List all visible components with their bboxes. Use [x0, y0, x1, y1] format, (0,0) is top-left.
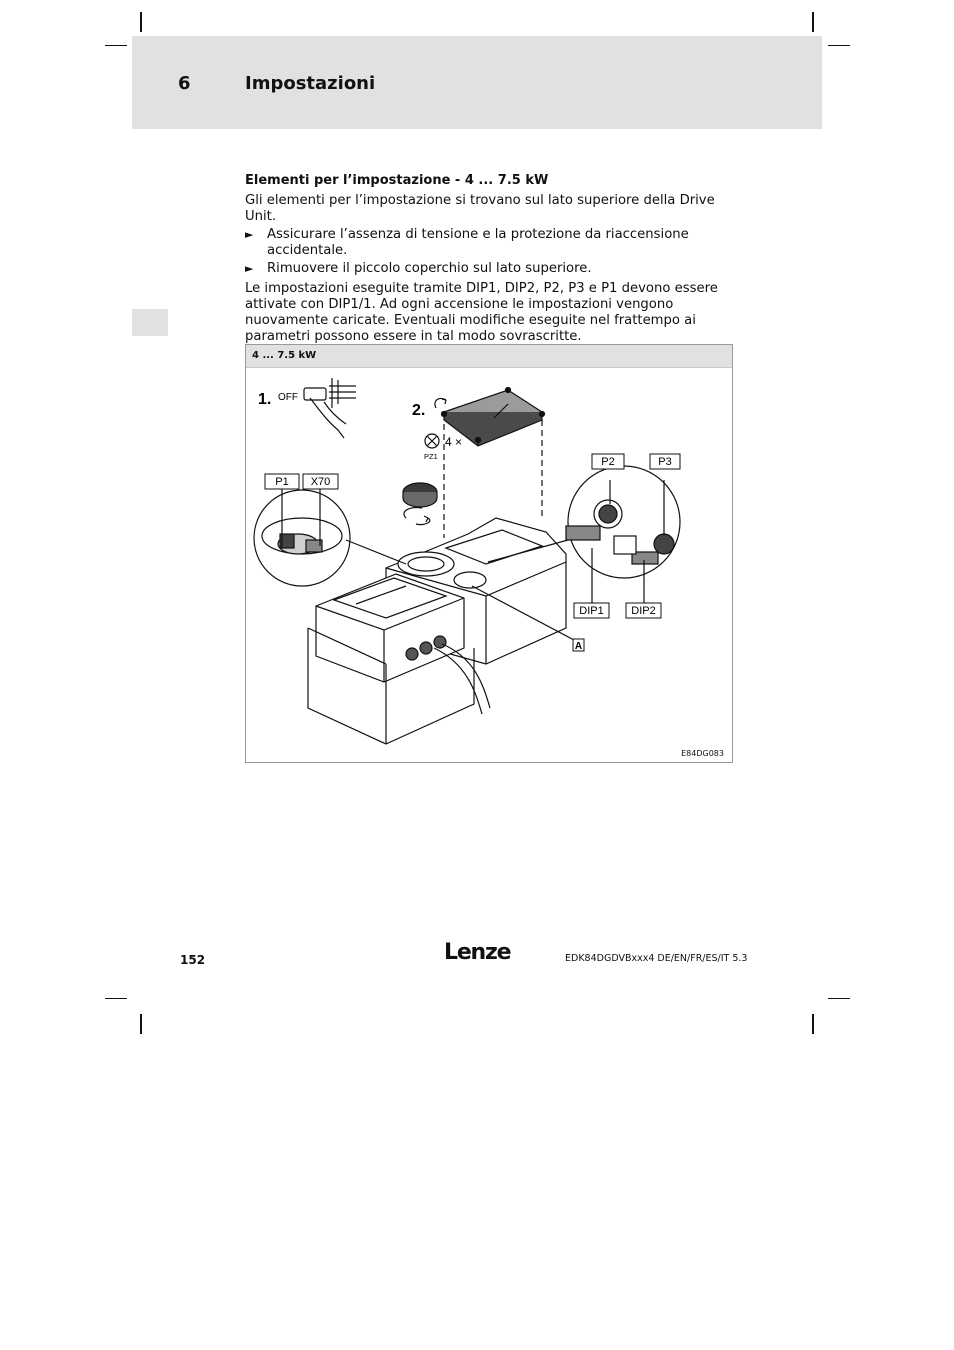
document-code: EDK84DGDVBxxx4 DE/EN/FR/ES/IT 5.3	[565, 953, 748, 964]
intro-text: Gli elementi per l’impostazione si trovano sul lato superiore della Drive Unit.	[245, 193, 715, 224]
figure-box	[245, 344, 733, 763]
lenze-logo: Lenze	[444, 940, 511, 965]
label-dip2: DIP2	[631, 605, 656, 617]
screw-count: 4 ×	[445, 435, 463, 449]
chapter-number: 6	[178, 73, 191, 94]
crop-mark	[140, 12, 142, 32]
bullet-text: Rimuovere il piccolo coperchio sul lato superiore.	[267, 261, 592, 276]
crop-mark	[105, 998, 127, 999]
section-content	[245, 173, 735, 347]
crop-mark	[105, 45, 127, 46]
crop-mark	[828, 45, 850, 46]
label-dip1: DIP1	[579, 605, 604, 617]
crop-mark	[812, 12, 814, 32]
step2-label: 2.	[412, 402, 426, 419]
crop-mark	[140, 1014, 142, 1034]
chapter-title: Impostazioni	[245, 73, 376, 94]
drive-unit-illustration	[246, 368, 732, 762]
label-x70: X70	[310, 476, 331, 488]
step1-label: 1.	[258, 391, 272, 408]
body-text: Le impostazioni eseguite tramite DIP1, DIP2, P2, P3 e P1 devono essere attivate con DIP1/1. Ad ogni accensione le impostazioni vengono nuovamente caricate. Eventuali modifiche eseguite nel frattempo ai parametri possono essere in tal modo sovrascritte.	[245, 281, 718, 344]
list-item	[245, 261, 735, 277]
figure-caption: 4 ... 7.5 kW	[246, 345, 732, 368]
chapter-header-band	[132, 36, 822, 129]
crop-mark	[812, 1014, 814, 1034]
bullet-text: Assicurare l’assenza di tensione e la protezione da riaccensione accidentale.	[267, 227, 689, 258]
section-heading: Elementi per l’impostazione - 4 ... 7.5 kW	[245, 173, 549, 188]
off-label: OFF	[278, 392, 298, 403]
bullet-arrow-icon: ►	[245, 228, 254, 241]
label-p1: P1	[275, 476, 289, 488]
crop-mark	[828, 998, 850, 999]
screw-type: PZ1	[424, 452, 438, 461]
label-p3: P3	[658, 456, 672, 468]
label-a: A	[574, 641, 583, 652]
bullet-arrow-icon: ►	[245, 262, 254, 275]
chapter-side-tab	[132, 309, 168, 336]
figure-code: E84DG083	[681, 749, 724, 758]
list-item	[245, 227, 735, 259]
label-p2: P2	[601, 456, 615, 468]
page-number: 152	[180, 953, 206, 967]
